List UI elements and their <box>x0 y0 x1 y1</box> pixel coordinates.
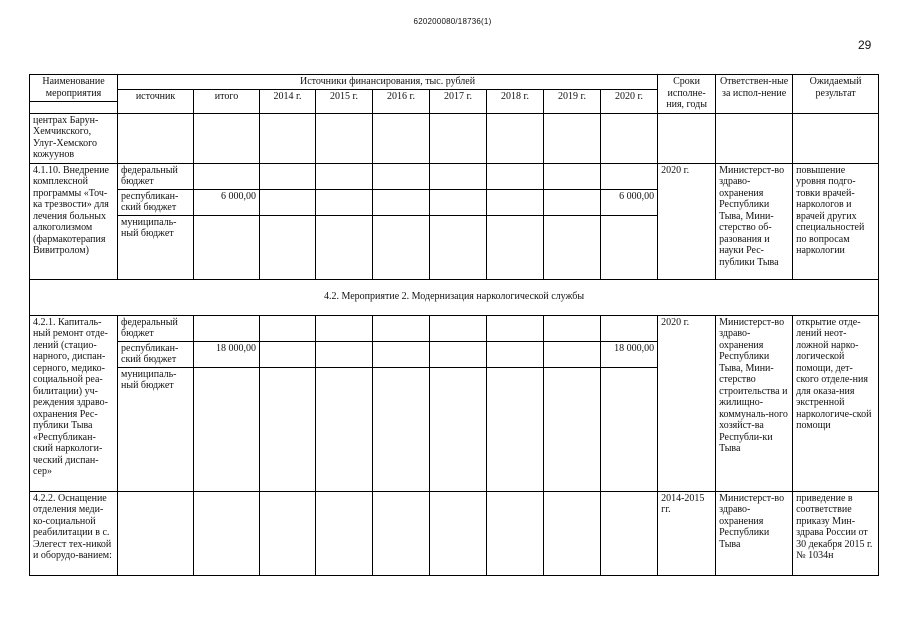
header-year-2019: 2019 г. <box>544 89 601 113</box>
row-responsible: Министерст-во здраво-охранения Республики Тыва, Мини-стерство об-разования и науки Рес-публики Тыва <box>716 163 793 279</box>
row-name: 4.2.1. Капиталь-ный ремонт отде-лений (стацио-нарного, диспан-серного, медико-социальной реа-билитации) уч-реждения здраво-охранения Рес-публики Тыва «Республикан-ский наркологи-ческий диспан-сер» <box>30 315 118 491</box>
row-term: 2014-2015 гг. <box>658 491 716 575</box>
header-total: итого <box>194 89 260 113</box>
header-sources-group: Источники финансирования, тыс. рублей <box>118 75 658 90</box>
table-row <box>30 113 879 163</box>
header-terms: Сроки исполне-ния, годы <box>658 75 716 114</box>
source-federal: федеральный бюджет <box>118 163 194 189</box>
header-year-2014: 2014 г. <box>260 89 316 113</box>
header-name-col: Наименование мероприятия <box>30 75 118 102</box>
table-row <box>30 163 879 189</box>
row-term: 2020 г. <box>658 163 716 279</box>
source-federal: федеральный бюджет <box>118 315 194 341</box>
row-result: повышение уровня подго-товки врачей-наркологов и врачей других специальностей по вопросам наркологии <box>793 163 879 279</box>
source-municipal: муниципаль-ный бюджет <box>118 367 194 491</box>
source-republican: республикан-ский бюджет <box>118 341 194 367</box>
total-value: 6 000,00 <box>194 189 260 215</box>
total-value: 18 000,00 <box>194 341 260 367</box>
header-source: источник <box>118 89 194 113</box>
table-row <box>30 491 879 575</box>
header-year-2017: 2017 г. <box>430 89 487 113</box>
source-municipal: муниципаль-ный бюджет <box>118 215 194 279</box>
row-term: 2020 г. <box>658 315 716 491</box>
financing-table <box>29 74 879 576</box>
header-expected: Ожидаемый результат <box>793 75 879 114</box>
section-title: 4.2. Мероприятие 2. Модернизация наркологической службы <box>30 279 879 315</box>
year-2020-value: 6 000,00 <box>601 189 658 215</box>
header-year-2020: 2020 г. <box>601 89 658 113</box>
row-name: центрах Барун-Хемчикского, Улуг-Хемского кожуунов <box>30 113 118 163</box>
section-row <box>30 279 879 315</box>
header-year-2015: 2015 г. <box>316 89 373 113</box>
page-number: 29 <box>858 38 872 52</box>
header-responsible: Ответствен-ные за испол-нение <box>716 75 793 114</box>
header-year-2016: 2016 г. <box>373 89 430 113</box>
source-republican: республикан-ский бюджет <box>118 189 194 215</box>
row-responsible: Министерст-во здраво-охранения Республики Тыва <box>716 491 793 575</box>
row-result: открытие отде-лений неот-ложной нарко-логической помощи, дет-ского отделе-ния для оказа-ния экстренной наркологиче-ской помощи <box>793 315 879 491</box>
row-name: 4.1.10. Внедрение комплексной программы «Точ-ка трезвости» для лечения больных алкоголизмом (фармакотерапия Вивитролом) <box>30 163 118 279</box>
row-responsible: Министерст-во здраво-охранения Республики Тыва, Мини-стерство строительства и жилищно-коммуналь-ного хозяйст-ва Республи-ки Тыва <box>716 315 793 491</box>
row-name: 4.2.2. Оснащение отделения меди-ко-социальной реабилитации в с. Элегест тех-никой и оборудо-ванием: <box>30 491 118 575</box>
header-year-2018: 2018 г. <box>487 89 544 113</box>
table-row <box>30 315 879 341</box>
document-code: 620200080/18736(1) <box>413 17 492 26</box>
year-2020-value: 18 000,00 <box>601 341 658 367</box>
row-result: приведение в соответствие приказу Мин-здрава России от 30 декабря 2015 г. № 1034н <box>793 491 879 575</box>
